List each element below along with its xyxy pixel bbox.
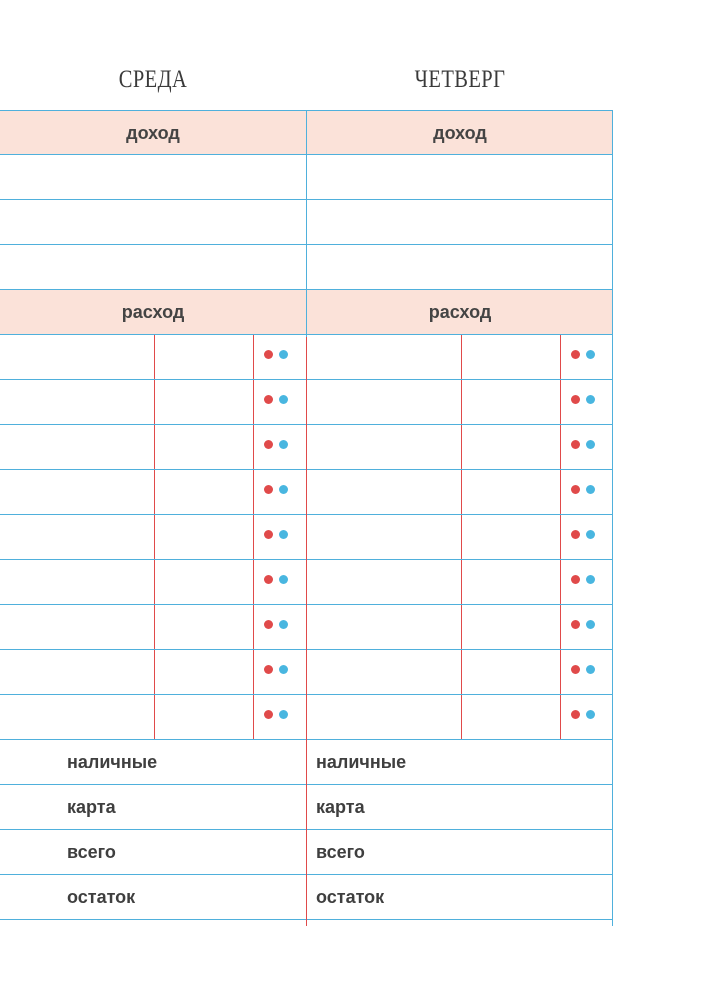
card-dot-icon[interactable] [586,665,595,674]
expense-amount-cell[interactable] [462,695,561,739]
card-dot-icon[interactable] [279,395,288,404]
payment-method-marks [571,530,601,542]
expense-amount-cell[interactable] [155,650,254,694]
summary-total: всего [0,830,306,875]
summary-balance: остаток [307,875,613,920]
payment-method-marks [571,710,601,722]
expense-amount-cell[interactable] [462,605,561,649]
payment-method-marks [264,440,294,452]
expense-description-cell[interactable] [307,335,462,379]
card-dot-icon[interactable] [586,620,595,629]
card-dot-icon[interactable] [586,530,595,539]
expense-description-cell[interactable] [0,380,155,424]
column-divider [306,110,307,926]
card-dot-icon[interactable] [279,665,288,674]
expense-amount-cell[interactable] [155,335,254,379]
expense-amount-cell[interactable] [462,335,561,379]
expense-description-cell[interactable] [0,515,155,559]
cash-dot-icon[interactable] [264,485,273,494]
expense-description-cell[interactable] [307,425,462,469]
income-entry-row[interactable] [0,245,306,290]
payment-method-marks [264,620,294,632]
expense-entry-row[interactable] [307,470,613,515]
card-dot-icon[interactable] [586,440,595,449]
cash-dot-icon[interactable] [264,395,273,404]
cash-dot-icon[interactable] [264,440,273,449]
payment-method-marks [264,530,294,542]
cash-dot-icon[interactable] [264,575,273,584]
expense-amount-cell[interactable] [155,470,254,514]
expense-description-cell[interactable] [0,560,155,604]
income-header: доход [0,110,306,155]
expense-description-cell[interactable] [307,515,462,559]
expense-amount-cell[interactable] [155,515,254,559]
expense-entry-row[interactable] [307,335,613,380]
expense-entry-row[interactable] [0,425,306,470]
payment-method-marks [264,665,294,677]
cash-dot-icon[interactable] [571,485,580,494]
expense-description-cell[interactable] [0,425,155,469]
summary-cash: наличные [0,740,306,785]
payment-method-marks [571,620,601,632]
card-dot-icon[interactable] [279,485,288,494]
expense-entry-row[interactable] [307,425,613,470]
payment-method-marks [571,350,601,362]
day-column-thursday [307,110,613,920]
expense-amount-cell[interactable] [462,560,561,604]
summary-balance: остаток [0,875,306,920]
income-entry-row[interactable] [0,200,306,245]
payment-method-marks [264,710,294,722]
card-dot-icon[interactable] [586,395,595,404]
expense-amount-cell[interactable] [155,560,254,604]
expense-amount-cell[interactable] [462,380,561,424]
day-title-thursday: ЧЕТВЕРГ [414,66,506,93]
summary-cash: наличные [307,740,613,785]
expense-rows [307,335,613,740]
card-dot-icon[interactable] [279,530,288,539]
expense-entry-row[interactable] [0,470,306,515]
payment-method-marks [264,485,294,497]
card-dot-icon[interactable] [586,350,595,359]
income-header: доход [307,110,613,155]
cash-dot-icon[interactable] [571,575,580,584]
expense-description-cell[interactable] [307,650,462,694]
cash-dot-icon[interactable] [571,710,580,719]
cash-dot-icon[interactable] [571,440,580,449]
expense-description-cell[interactable] [307,380,462,424]
expense-entry-row[interactable] [307,380,613,425]
cash-dot-icon[interactable] [571,530,580,539]
card-dot-icon[interactable] [586,485,595,494]
expense-header: расход [0,290,306,335]
expense-amount-cell[interactable] [462,515,561,559]
payment-method-marks [571,395,601,407]
payment-method-marks [264,350,294,362]
expense-entry-row[interactable] [0,335,306,380]
expense-entry-row[interactable] [307,515,613,560]
cash-dot-icon[interactable] [571,395,580,404]
right-border [612,110,613,926]
expense-entry-row[interactable] [0,380,306,425]
expense-description-cell[interactable] [0,605,155,649]
expense-entry-row[interactable] [0,650,306,695]
payment-method-marks [571,485,601,497]
card-dot-icon[interactable] [586,710,595,719]
expense-entry-row[interactable] [0,605,306,650]
expense-description-cell[interactable] [307,605,462,649]
expense-description-cell[interactable] [0,695,155,739]
expense-entry-row[interactable] [307,650,613,695]
expense-amount-cell[interactable] [155,425,254,469]
expense-entry-row[interactable] [0,695,306,740]
card-dot-icon[interactable] [279,440,288,449]
cash-dot-icon[interactable] [571,350,580,359]
expense-description-cell[interactable] [307,695,462,739]
expense-description-cell[interactable] [307,560,462,604]
income-entry-row[interactable] [0,155,306,200]
income-entry-row[interactable] [307,200,613,245]
cash-dot-icon[interactable] [264,530,273,539]
cash-dot-icon[interactable] [571,665,580,674]
day-title-wednesday: СРЕДА [118,66,188,93]
expense-amount-cell[interactable] [155,695,254,739]
income-entry-row[interactable] [307,245,613,290]
payment-method-marks [571,440,601,452]
cash-dot-icon[interactable] [264,620,273,629]
income-entry-row[interactable] [307,155,613,200]
expense-entry-row[interactable] [0,515,306,560]
payment-method-marks [264,395,294,407]
expense-description-cell[interactable] [0,650,155,694]
expense-entry-row[interactable] [307,695,613,740]
card-dot-icon[interactable] [279,575,288,584]
summary-total: всего [307,830,613,875]
summary-card: карта [0,785,306,830]
expense-description-cell[interactable] [0,470,155,514]
card-dot-icon[interactable] [586,575,595,584]
expense-amount-cell[interactable] [155,605,254,649]
expense-description-cell[interactable] [0,335,155,379]
expense-description-cell[interactable] [307,470,462,514]
card-dot-icon[interactable] [279,710,288,719]
expense-amount-cell[interactable] [462,470,561,514]
expense-entry-row[interactable] [307,605,613,650]
summary-card: карта [307,785,613,830]
cash-dot-icon[interactable] [264,710,273,719]
expense-entry-row[interactable] [307,560,613,605]
card-dot-icon[interactable] [279,350,288,359]
expense-rows [0,335,306,740]
expense-entry-row[interactable] [0,560,306,605]
expense-header: расход [307,290,613,335]
expense-amount-cell[interactable] [462,650,561,694]
expense-amount-cell[interactable] [155,380,254,424]
cash-dot-icon[interactable] [264,665,273,674]
cash-dot-icon[interactable] [571,620,580,629]
payment-method-marks [264,575,294,587]
card-dot-icon[interactable] [279,620,288,629]
day-column-wednesday [0,110,306,920]
payment-method-marks [571,575,601,587]
cash-dot-icon[interactable] [264,350,273,359]
payment-method-marks [571,665,601,677]
expense-amount-cell[interactable] [462,425,561,469]
